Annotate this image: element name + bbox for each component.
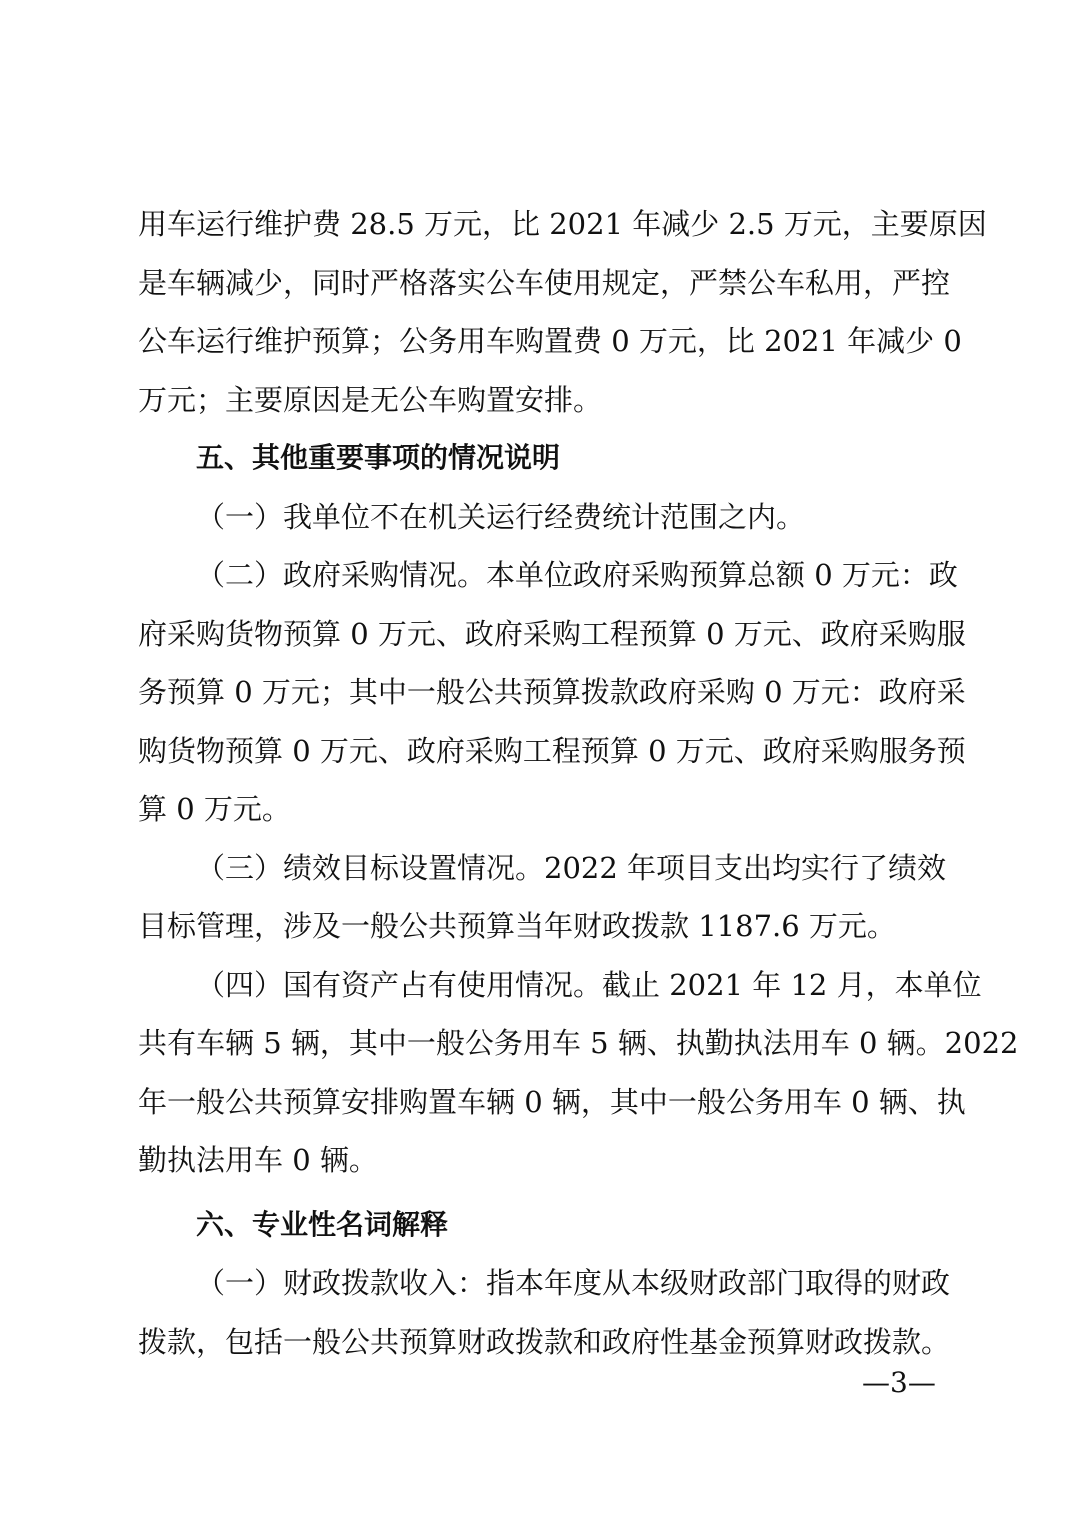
- paragraph-line: （一）财政拨款收入：指本年度从本级财政部门取得的财政: [196, 1266, 951, 1300]
- paragraph-line: 购货物预算 0 万元、政府采购工程预算 0 万元、政府采购服务预: [138, 733, 966, 768]
- paragraph-line: 算 0 万元。: [138, 792, 291, 826]
- paragraph-line: 公车运行维护预算；公务用车购置费 0 万元，比 2021 年减少 0: [138, 324, 962, 358]
- paragraph-line: （二）政府采购情况。本单位政府采购预算总额 0 万元：政: [196, 558, 958, 592]
- paragraph-line: 万元；主要原因是无公车购置安排。: [138, 382, 603, 417]
- paragraph-line: （一）我单位不在机关运行经费统计范围之内。: [196, 499, 806, 534]
- document-page: [138, 195, 1019, 1371]
- paragraph-line: 是车辆减少，同时严格落实公车使用规定，严禁公车私用，严控: [138, 265, 951, 300]
- paragraph-line: 府采购货物预算 0 万元、政府采购工程预算 0 万元、政府采购服: [138, 616, 966, 651]
- paragraph-line: 目标管理，涉及一般公共预算当年财政拨款 1187.6 万元。: [138, 909, 896, 943]
- paragraph-line: 务预算 0 万元；其中一般公共预算拨款政府采购 0 万元：政府采: [138, 675, 966, 709]
- section-heading-6: 六、专业性名词解释: [196, 1207, 449, 1241]
- paragraph-line: 年一般公共预算安排购置车辆 0 辆，其中一般公务用车 0 辆、执: [138, 1084, 966, 1119]
- page-number: —3—: [862, 1366, 936, 1399]
- section-heading-5: 五、其他重要事项的情况说明: [196, 441, 561, 474]
- paragraph-line: 用车运行维护费 28.5 万元，比 2021 年减少 2.5 万元，主要原因: [138, 207, 987, 241]
- paragraph-line: 勤执法用车 0 辆。: [138, 1143, 378, 1177]
- paragraph-line: 拨款，包括一般公共预算财政拨款和政府性基金预算财政拨款。: [138, 1324, 951, 1359]
- paragraph-line: （三）绩效目标设置情况。2022 年项目支出均实行了绩效: [196, 850, 947, 885]
- paragraph-line: （四）国有资产占有使用情况。截止 2021 年 12 月，本单位: [196, 967, 982, 1002]
- paragraph-line: 共有车辆 5 辆，其中一般公务用车 5 辆、执勤执法用车 0 辆。2022: [138, 1026, 1019, 1060]
